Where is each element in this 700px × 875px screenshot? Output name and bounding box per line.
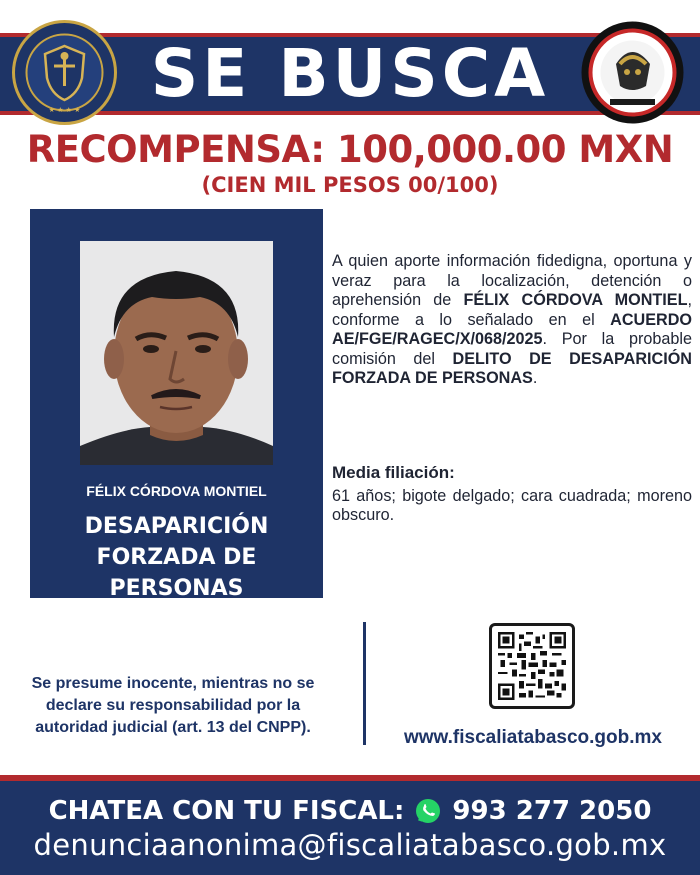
- presumption-notice: [18, 673, 328, 739]
- suspect-card: [30, 209, 323, 601]
- info-suspect-name: FÉLIX CÓRDOVA MONTIEL: [463, 291, 688, 309]
- crime-title-line1: DESAPARICIÓN: [84, 514, 269, 539]
- website-link[interactable]: www.fiscaliatabasco.gob.mx: [404, 727, 662, 748]
- crime-title: [30, 511, 323, 604]
- chat-label: CHATEA CON TU FISCAL:: [48, 796, 405, 826]
- crime-title-line2: FORZADA DE PERSONAS: [96, 545, 257, 601]
- chat-line: [0, 795, 700, 827]
- suspect-name: FÉLIX CÓRDOVA MONTIEL: [86, 483, 267, 499]
- filiacion-label: Media filiación:: [332, 463, 455, 482]
- filiacion-text: 61 años; bigote delgado; cara cuadrada; moreno obscuro.: [332, 487, 692, 524]
- info-agreement: ACUERDO AE/FGE/RAGEC/X/068/2025: [332, 310, 692, 348]
- svg-text:★ ★ ★ ★: ★ ★ ★ ★: [48, 106, 81, 114]
- presumption-line3: autoridad judicial (art. 13 del CNPP).: [35, 719, 311, 736]
- fiscalia-seal-icon: [12, 20, 117, 125]
- policia-investigacion-seal-icon: [580, 20, 685, 125]
- reward-conditions: [332, 252, 692, 389]
- info-text-2: , conforme a lo señalado en el: [332, 291, 692, 329]
- info-crime: DELITO DE DESAPARICIÓN FORZADA DE PERSONAS: [332, 349, 692, 387]
- reward-words: (CIEN MIL PESOS 00/100): [201, 173, 499, 197]
- info-text-4: .: [532, 369, 538, 387]
- info-text-3: . Por la probable comisión del: [332, 330, 692, 368]
- footer-stripe: [0, 775, 700, 781]
- whatsapp-icon[interactable]: [414, 797, 442, 825]
- info-text-1: A quien aporte información fidedigna, oportuna y veraz para la localización, detención o aprehensión de: [332, 252, 692, 309]
- phone-number[interactable]: 993 277 2050: [452, 796, 652, 826]
- presumption-line2: declare su responsabilidad por la: [45, 697, 301, 714]
- presumption-line1: Se presume inocente, mientras no se: [31, 675, 315, 692]
- qr-code[interactable]: [489, 623, 575, 709]
- reward-amount: RECOMPENSA: 100,000.00 MXN: [26, 128, 674, 171]
- suspect-photo: [80, 241, 273, 465]
- email-link[interactable]: denunciaanonima@fiscaliatabasco.gob.mx: [33, 828, 667, 862]
- page-title: SE BUSCA: [150, 35, 550, 112]
